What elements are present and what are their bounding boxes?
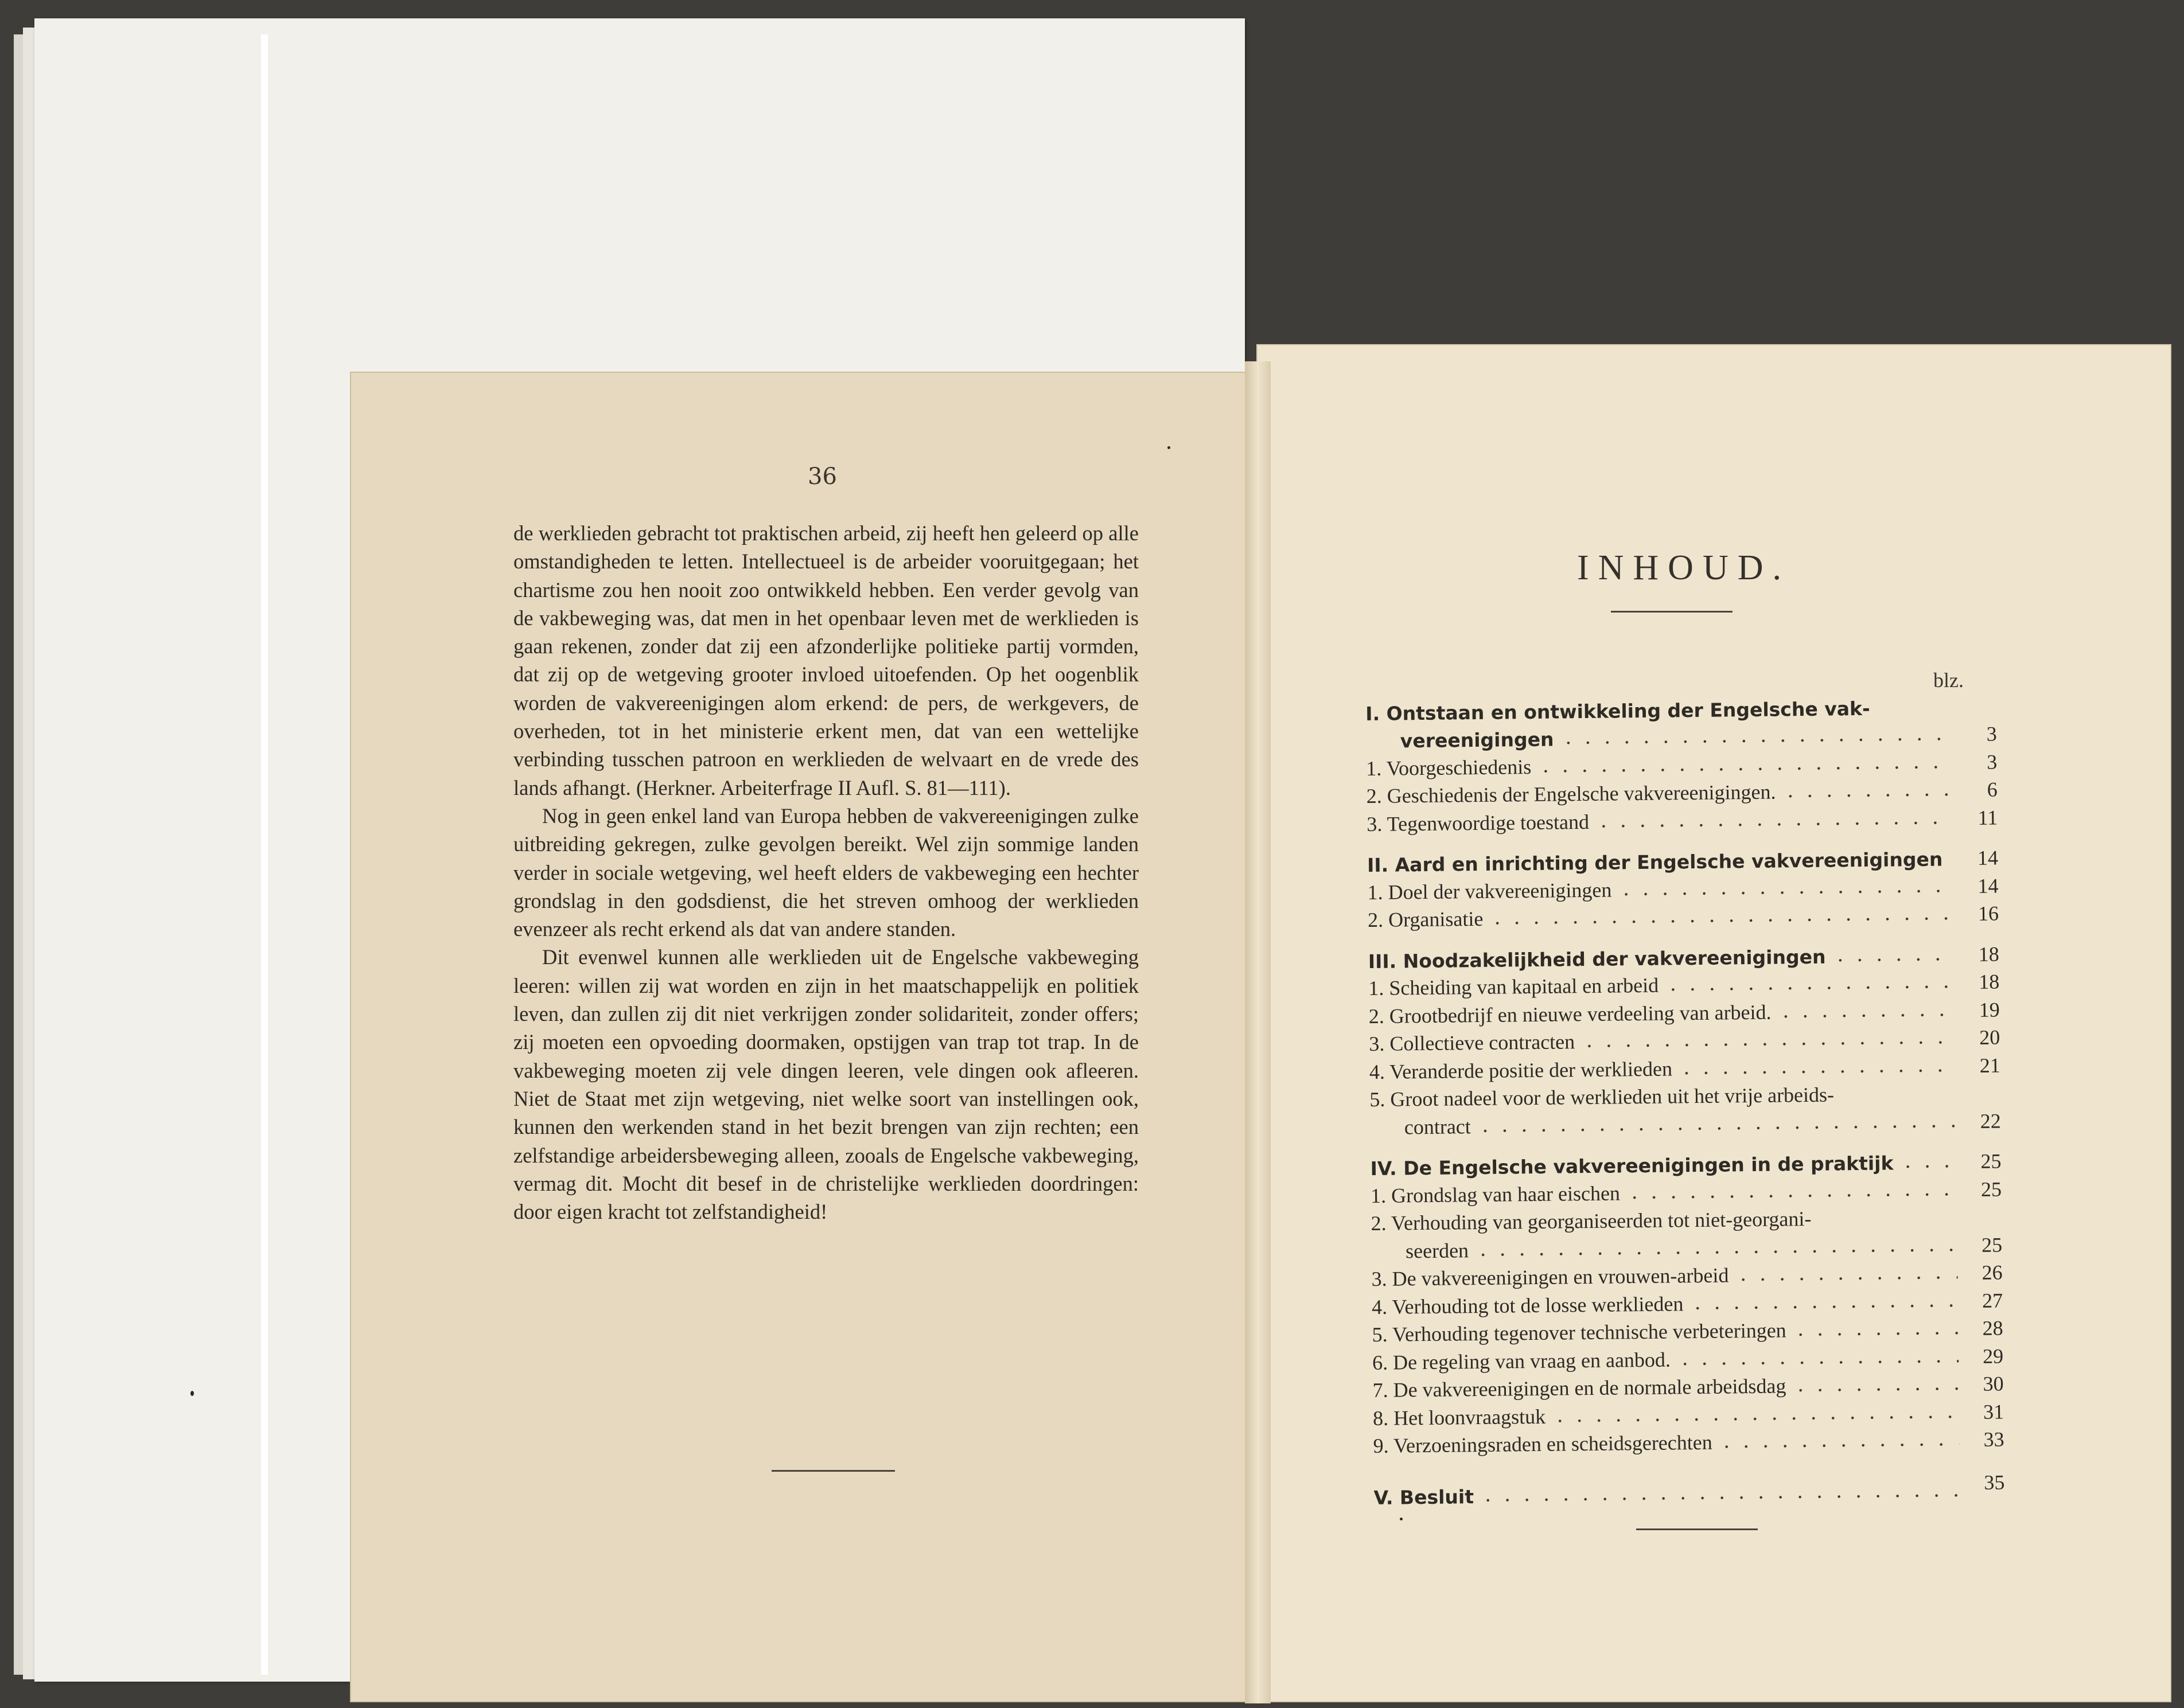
toc-entry-label: 9. Verzoeningsraden en scheidsgerechten bbox=[1373, 1430, 1712, 1457]
toc-entry-page: 19 bbox=[1979, 997, 2000, 1021]
toc-entry-label: 1. Scheiding van kapitaal en arbeid bbox=[1368, 973, 1659, 1000]
dot-leader bbox=[1536, 765, 1952, 773]
end-rule bbox=[1636, 1528, 1758, 1530]
toc-entry-label: III. Noodzakelijkheid der vakvereenigingen bbox=[1368, 945, 1826, 973]
toc-entry-page: 22 bbox=[1980, 1109, 2002, 1133]
toc-entry-label: I. Ontstaan en ontwikkeling der Engelsche vak- bbox=[1365, 697, 1870, 725]
toc-entry-label: 3. Tegenwoordige toestand bbox=[1367, 810, 1590, 836]
toc-entry-page: 31 bbox=[1983, 1399, 2004, 1424]
toc-entry-page: 21 bbox=[1979, 1053, 2000, 1077]
body-text bbox=[513, 519, 1139, 1226]
toc-entry bbox=[1373, 1424, 2004, 1458]
toc-entry-label: IV. De Engelsche vakvereenigingen in de praktijk bbox=[1370, 1152, 1894, 1180]
toc-entry-label: 2. Geschiedenis der Engelsche vakvereenigingen. bbox=[1366, 780, 1776, 808]
toc-entry-page: 16 bbox=[1977, 902, 1999, 925]
toc-entry-page: 20 bbox=[1979, 1025, 2000, 1049]
toc-entry-page: 25 bbox=[1980, 1177, 2002, 1201]
dot-leader bbox=[1550, 1415, 1959, 1422]
paragraph: Nog in geen enkel land van Europa hebben de vakvereenigingen zulke uitbreiding gekregen, zulke gevolgen bereikt. Wel zijn sommige landen verder in sociale wetgeving, wel heeft elders de vakbeweging een hechter grondslag in den godsdienst, die het streven omhoog der werklieden evenzeer als recht erkend als dat van andere standen. bbox=[513, 804, 1139, 941]
toc-entry-page: 28 bbox=[1982, 1316, 2003, 1340]
toc-entry-page: 3 bbox=[1986, 722, 1997, 746]
toc-entry-label: V. Besluit bbox=[1373, 1485, 1474, 1509]
dot-leader bbox=[1616, 889, 1953, 896]
toc-entry-page: 18 bbox=[1978, 942, 1999, 966]
dot-leader bbox=[1831, 957, 1955, 962]
dot-leader bbox=[1688, 1304, 1958, 1310]
toc-entry-page: 25 bbox=[1980, 1149, 2002, 1173]
dot-leader bbox=[1776, 1013, 1955, 1018]
toc-entry bbox=[1370, 1105, 2001, 1139]
toc-entry-page: 6 bbox=[1987, 778, 1998, 801]
page-number: 36 bbox=[808, 463, 837, 490]
toc-entry-label: 1. Doel der vakvereenigingen bbox=[1367, 878, 1612, 904]
page-column-label: blz. bbox=[1933, 669, 1964, 692]
dot-leader bbox=[1476, 1124, 1956, 1133]
dot-leader bbox=[1677, 1069, 1956, 1075]
dot-leader bbox=[1791, 1331, 1959, 1336]
toc-entry-label: 4. Veranderde positie der werklieden bbox=[1369, 1056, 1673, 1083]
toc-entry-label: seerden bbox=[1405, 1238, 1469, 1262]
toc-entry-page: 14 bbox=[1977, 846, 1999, 869]
toc-entry-label: 2. Verhouding van georganiseerden tot niet-georgani- bbox=[1371, 1207, 1812, 1235]
toc-entry-page: 3 bbox=[1987, 750, 1998, 774]
toc-entry-page: 35 bbox=[1984, 1470, 2005, 1494]
dot-leader bbox=[1790, 1387, 1959, 1392]
dot-leader bbox=[1663, 985, 1955, 991]
toc-entry-label: 1. Voorgeschiedenis bbox=[1366, 755, 1532, 780]
paragraph: de werklieden gebracht tot praktischen arbeid, zij heeft hen geleerd op alle omstandigheden te letten. Intellectueel is de arbeider vooruitgegaan; het chartisme zou hen nooit zoo ontwikkeld hebben. Een verder gevolg van de vakbeweging was, dat men in het openbaar leven met de werklieden is gaan rekenen, zonder dat zij een afzonderlijke politieke partij vormden, dat zij op de wetgeving grooter invloed uitoefenden. Op het oogenblik worden de vakvereenigingen alom erkend: de pers, de werkgevers, de overheden, tot in het ministerie erkent men, dat van een wettelijke verbinding tusschen patroon en werklieden de welvaart en de vrede des lands afhangt. (Herkner. Arbeiterfrage II Aufl. S. 81—111). bbox=[513, 521, 1139, 800]
toc-entry-label: II. Aard en inrichting der Engelsche vakvereenigingen bbox=[1367, 848, 1943, 876]
paper-speck bbox=[1167, 446, 1170, 449]
toc-entry-label: 7. De vakvereenigingen en de normale arbeidsdag bbox=[1372, 1374, 1786, 1402]
toc-entry-label: 3. De vakvereenigingen en vrouwen-arbeid bbox=[1371, 1264, 1729, 1290]
toc-entry-page: 29 bbox=[1982, 1344, 2004, 1368]
paragraph: Dit evenwel kunnen alle werklieden uit de Engelsche vakbeweging leeren: willen zij wat worden en zijn in het maatschappelijk en politiek leven, dan zullen zij dit niet verkrijgen zonder solidariteit, zonder offers; zij moeten een opvoeding doormaken, opstijgen van trap tot trap. In de vakbeweging moeten zij vele dingen leeren, vele dingen ook afleeren. Niet de Staat met zijn wetgeving, niet welke soort van instellingen ook, kunnen den werkenden stand in het bezit brengen van zijn rechten; een zelfstandige arbeidersbeweging alleen, zooals de Engelsche vakbeweging, vermag dit. Mocht dit besef in de christelijke werklieden doordringen: door eigen kracht tot zelfstandigheid! bbox=[513, 945, 1139, 1224]
toc-entry-label: 4. Verhouding tot de losse werklieden bbox=[1371, 1292, 1684, 1319]
toc-entry-page: 27 bbox=[1981, 1288, 2003, 1312]
toc-entry-label: 5. Verhouding tegenover technische verbeteringen bbox=[1372, 1319, 1786, 1346]
dot-leader bbox=[1675, 1359, 1959, 1366]
toc-entry-label: 5. Groot nadeel voor de werklieden uit het vrije arbeids- bbox=[1369, 1083, 1835, 1111]
toc-entry-label: vereenigingen bbox=[1400, 728, 1554, 752]
toc-entry-page: 26 bbox=[1981, 1261, 2003, 1284]
paper-speck bbox=[190, 1391, 194, 1396]
dot-leader bbox=[1473, 1248, 1957, 1257]
toc-entry-page: 33 bbox=[1983, 1428, 2004, 1451]
dot-leader bbox=[1478, 1493, 1960, 1502]
toc-entry bbox=[1368, 898, 1999, 932]
book-gutter bbox=[1245, 361, 1271, 1703]
toc-entry-label: 3. Collectieve contracten bbox=[1369, 1030, 1575, 1055]
toc-entry-label: 2. Grootbedrijf en nieuwe verdeeling van arbeid. bbox=[1368, 1000, 1772, 1028]
toc-entry-label: 8. Het loonvraagstuk bbox=[1372, 1405, 1546, 1430]
table-of-contents bbox=[1365, 690, 2005, 1508]
toc-entry-page: 25 bbox=[1981, 1233, 2003, 1257]
end-rule bbox=[772, 1470, 895, 1472]
toc-entry-label: 2. Organisatie bbox=[1367, 907, 1484, 931]
dot-leader bbox=[1717, 1442, 1960, 1448]
dot-leader bbox=[1579, 1040, 1955, 1048]
dot-leader bbox=[1781, 793, 1953, 798]
dot-leader bbox=[1733, 1276, 1957, 1281]
toc-entry-label: 1. Grondslag van haar eischen bbox=[1370, 1181, 1621, 1207]
toc-entry bbox=[1367, 801, 1998, 836]
back-sheet-fold bbox=[261, 34, 268, 1675]
dot-leader bbox=[1559, 737, 1952, 744]
dot-leader bbox=[1594, 821, 1953, 828]
toc-entry-label: contract bbox=[1404, 1114, 1471, 1138]
toc-entry-label: 6. De regeling van vraag en aanbod. bbox=[1372, 1347, 1671, 1374]
title-rule bbox=[1611, 611, 1733, 613]
dot-leader bbox=[1625, 1192, 1957, 1199]
paper-speck bbox=[1400, 1518, 1403, 1520]
page-title: INHOUD. bbox=[1576, 548, 1791, 587]
toc-entry-page: 30 bbox=[1983, 1372, 2004, 1395]
toc-entry-page: 14 bbox=[1977, 874, 1999, 898]
toc-entry-page: 11 bbox=[1977, 805, 1998, 829]
toc-entry-page: 18 bbox=[1979, 970, 2000, 993]
dot-leader bbox=[1898, 1164, 1956, 1168]
dot-leader bbox=[1488, 917, 1954, 925]
